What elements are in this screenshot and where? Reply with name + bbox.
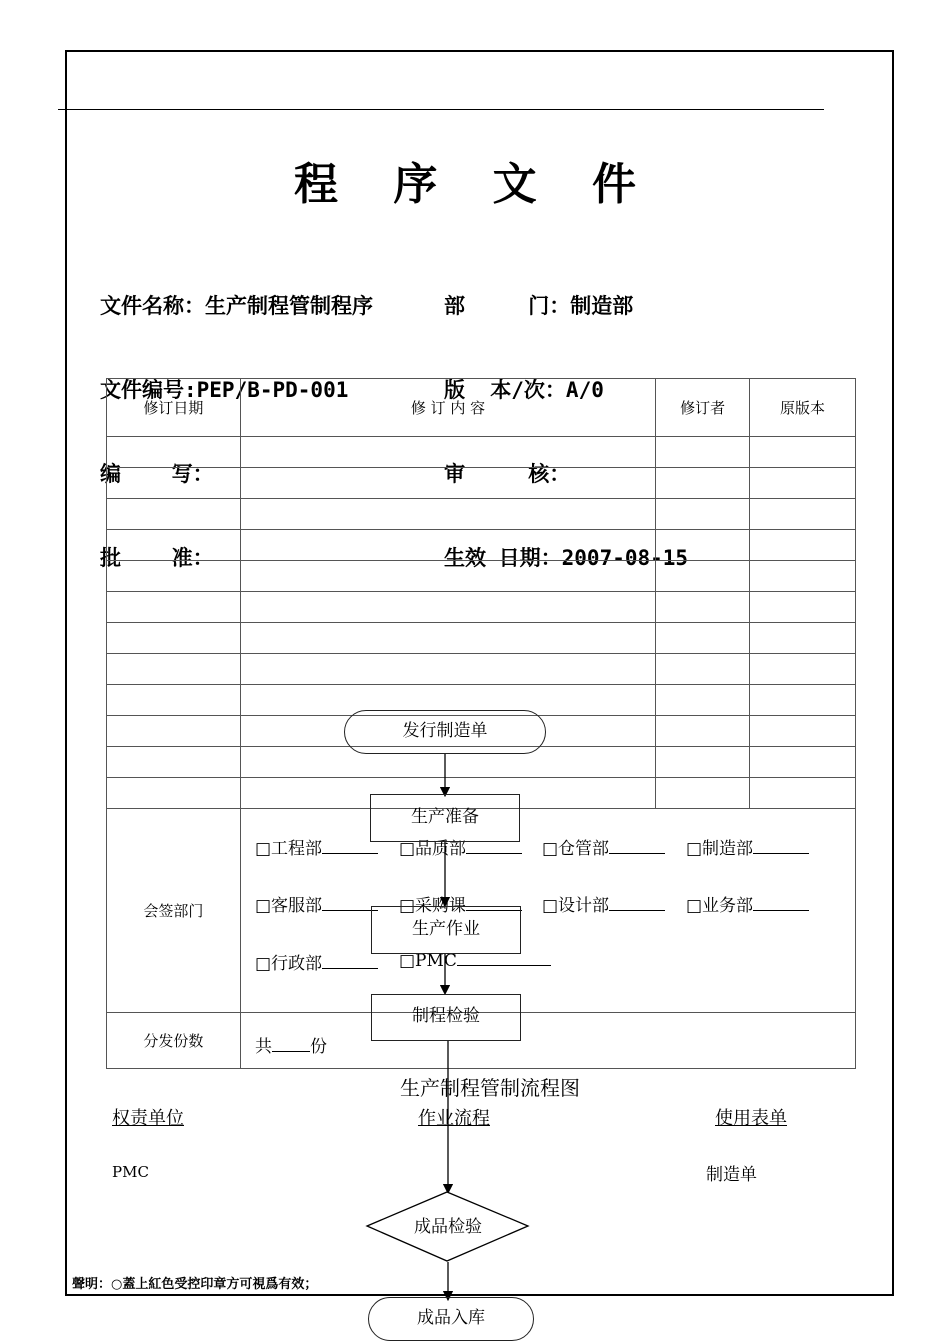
flow-step-issue-order: 发行制造单 xyxy=(344,710,546,754)
header-revision-content: 修 订 内 容 xyxy=(240,379,655,437)
flow-step-production: 生产作业 xyxy=(371,906,521,954)
sign-dept-admin: □行政部 xyxy=(255,949,378,974)
sign-dept-purchasing: □采购课 xyxy=(399,891,522,916)
sign-dept-design: □设计部 xyxy=(542,891,665,916)
sign-dept-sales: □业务部 xyxy=(686,891,809,916)
col-header-responsible: 权责单位 xyxy=(112,1108,184,1129)
col-header-forms: 使用表单 xyxy=(715,1108,787,1129)
meta-file-number: 文件编号:PEP/B-PD-001 xyxy=(100,378,349,402)
meta-approver: 批 准： xyxy=(100,546,214,570)
sign-dept-engineering: □工程部 xyxy=(255,834,378,859)
sign-label: 会签部门 xyxy=(107,809,241,1013)
copies-label: 分发份数 xyxy=(107,1013,241,1069)
meta-reviewer: 审 核： xyxy=(444,462,571,486)
sign-dept-pmc: □PMC xyxy=(399,949,551,971)
meta-department: 部 门：制造部 xyxy=(444,294,634,318)
form-used: 制造单 xyxy=(706,1165,757,1185)
meta-author: 编 写： xyxy=(100,462,214,486)
meta-file-name: 文件名称：生产制程管制程序 xyxy=(100,294,373,318)
header-original-version: 原版本 xyxy=(750,379,856,437)
flow-step-prep: 生产准备 xyxy=(370,794,520,842)
meta-effective-date: 生效 日期：2007-08-15 xyxy=(444,546,689,570)
sign-dept-quality: □品质部 xyxy=(399,834,522,859)
flow-step-warehouse: 成品入库 xyxy=(368,1297,534,1341)
sign-dept-customer-service: □客服部 xyxy=(255,891,378,916)
footer-note: 聲明：○蓋上紅色受控印章方可視爲有效； xyxy=(72,1277,318,1292)
header-reviser: 修订者 xyxy=(656,379,750,437)
flow-step-process-inspection: 制程检验 xyxy=(371,994,521,1041)
page-title: 程 序 文 件 xyxy=(294,159,656,210)
col-header-process: 作业流程 xyxy=(418,1108,490,1129)
meta-version: 版 本/次：A/0 xyxy=(444,378,604,402)
flowchart-title: 生产制程管制流程图 xyxy=(400,1076,580,1100)
header-revision-date: 修订日期 xyxy=(107,379,241,437)
sign-dept-warehouse: □仓管部 xyxy=(542,834,665,859)
flow-step-final-inspection: 成品检验 xyxy=(414,1217,482,1237)
sign-dept-manufacturing: □制造部 xyxy=(686,834,809,859)
copies-count: 共 份 xyxy=(255,1037,327,1057)
responsible-unit: PMC xyxy=(112,1163,149,1181)
